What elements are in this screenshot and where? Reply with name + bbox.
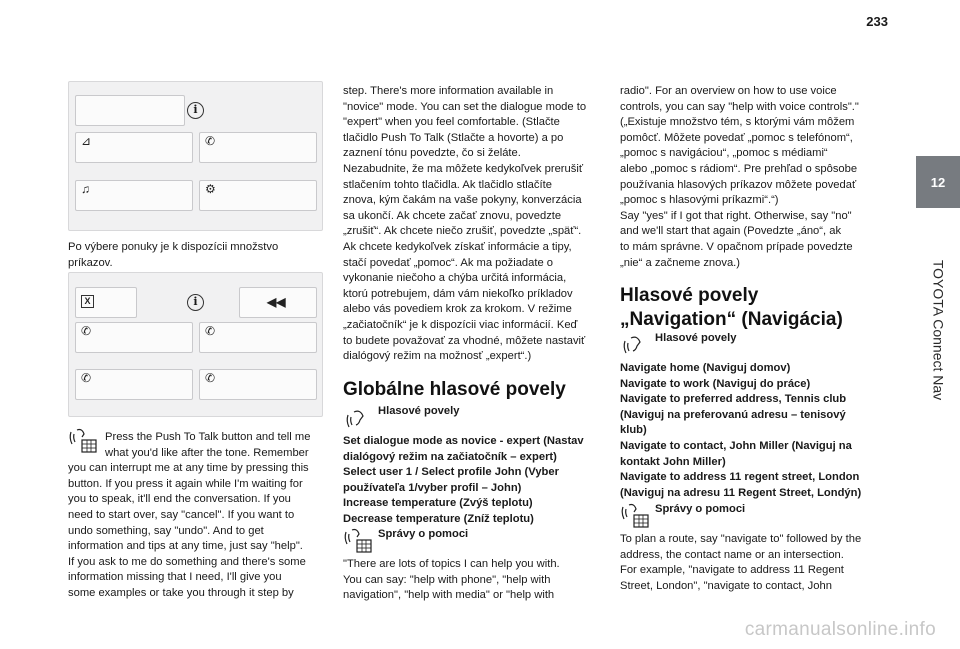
music-icon: ♫ <box>81 182 90 196</box>
info-icon: i <box>187 102 204 119</box>
phone-icon: ✆ <box>205 371 216 385</box>
page-number: 233 <box>866 14 888 29</box>
phone-icon: ✆ <box>81 324 92 338</box>
help-messages-label: Správy o pomoci <box>378 528 469 540</box>
voice-commands-label: Hlasové povely <box>655 332 737 344</box>
voice-keyboard-icon <box>343 528 373 554</box>
info-icon: i <box>187 294 204 311</box>
route-help-text: To plan a route, say "navigate to" followed by the address, the contact name or an intersection. For example, "navigate to address 11 Regent Street, London", "navigate to contact, John <box>620 533 862 592</box>
help-paragraph-sk: step. There's more information available in "novice" mode. You can set the dialogue mode to "expert" when you feel comfortable. (Stlačte tlačidlo Push To Talk (Stlačte a hovorte) a po zaznení tónu povedzte, čo si želáte. Nezabudnite, že ma môžete kedykoľvek prerušiť stlačením tohto tlačidla. Ak tlačidlo stlačíte znova, kým čakám na vaše pokyny, konverzácia sa ukončí. Ak chcete začať znovu, povedzte „zrušiť“. Ak chcete niečo zrušiť, povedzte „späť“. Ak chcete kedykoľvek získať informácie a tipy, stačí povedať „pomoc“. Ak ma požiadate o vykonanie niečoho a chýba určitá informácia, ktorú potrebujem, dám vám niekoľko príkladov alebo vás povediem krok za krokom. V režime „začiatočník“ je k dispozícii viac informácií. Keď to budete považovať za vhodné, môžete nastaviť dialógový režim na možnosť „expert“.) <box>343 85 587 363</box>
voice-keyboard-icon <box>620 503 650 529</box>
voice-commands-label: Hlasové povely <box>378 405 460 417</box>
section-heading-navigation: Hlasové povely „Navigation“ (Navigácia) <box>620 285 843 330</box>
phone-icon: ✆ <box>81 371 92 385</box>
settings-icon: ⚙ <box>205 182 216 196</box>
global-commands-list: Set dialogue mode as novice - expert (Nastav dialógový režim na začiatočník – expert) Select user 1 / Select profile John (Vyber používateľa 1/vyber profil – John) Increase temperature (Zvýš teplotu) Decrease temperature (Zníž teplotu) <box>343 435 584 525</box>
phone-icon: ✆ <box>205 134 216 148</box>
chapter-tab: 12 <box>916 156 960 208</box>
menu-screen-illustration-2 <box>68 272 323 417</box>
chapter-title: TOYOTA Connect Nav <box>930 259 946 401</box>
phone-icon: ✆ <box>205 324 216 338</box>
menu-screen-illustration-1 <box>68 81 323 231</box>
caption-menu-commands: Po výbere ponuky je k dispozícii množstvo príkazov. <box>68 241 279 269</box>
section-heading-global: Globálne hlasové povely <box>343 379 566 400</box>
back-icon: ◀◀ <box>267 295 286 309</box>
navigation-commands-list: Navigate home (Naviguj domov) Navigate to work (Naviguj do práce) Navigate to preferred address, Tennis club (Naviguj na preferovanú adresu – tenisový klub) Navigate to contact, John Miller (Naviguj na kontakt John Miller) Navigate to address 11 regent street, London (Naviguj na adresu 11 Regent Street, Londýn) <box>620 362 862 499</box>
cancel-icon: X <box>81 295 94 308</box>
help-messages-label: Správy o pomoci <box>655 503 746 515</box>
watermark: carmanualsonline.info <box>744 619 936 640</box>
voice-command-icon <box>622 333 646 355</box>
help-paragraph-en: Press the Push To Talk button and tell me what you'd like after the tone. Remember you can interrupt me at any time by pressing this button. If you press it again while I'm waiting for you to speak, it'll end the conversation. If you need to start over, say "cancel". If you want to undo something, say "undo". And to get information and tips at any time, just say "help". If you ask to me do something and there's some information missing that I need, I'll give you some examples or take you through it step by <box>68 431 311 599</box>
navigation-arrow-icon: ⊿ <box>81 134 92 148</box>
help-paragraph-continued: radio". For an overview on how to use voice controls, you can say "help with voice controls"." („Existuje množstvo tém, s ktorými vám môžem pomôcť. Môžete povedať „pomoc s telefónom“, „pomoc s navigáciou“, „pomoc s médiami“ alebo „pomoc s rádiom“. Pre prehľad o spôsobe používania hlasových príkazov môžete povedať „pomoc s hlasovými príkazmi“.“) Say "yes" if I got that right. Otherwise, say "no" and we'll start that again (Povedzte „áno“, ak to mám správne. V opačnom prípade povedzte „nie“ a začneme znova.) <box>620 85 859 269</box>
voice-command-icon <box>345 407 369 429</box>
help-messages-text: "There are lots of topics I can help you with. You can say: "help with phone", "help with navigation", "help with media" or "help with <box>343 558 560 602</box>
